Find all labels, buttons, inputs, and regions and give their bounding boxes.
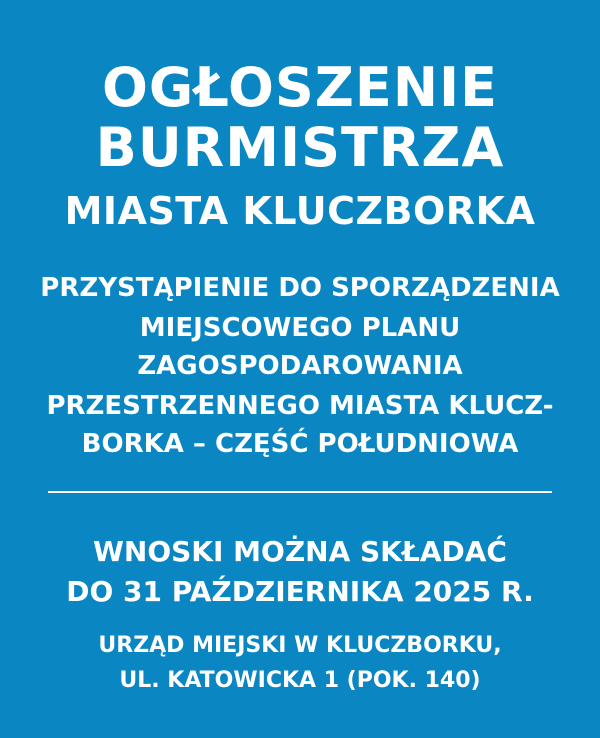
subject-line-3: ZAGOSPODAROWANIA [137,351,463,381]
deadline-line-2: DO 31 PAŹDZIERNIKA 2025 R. [66,575,534,608]
subject-line-1: PRZYSTĄPIENIE DO SPORZĄDZENIA [40,273,560,303]
title-line-2: BURMISTRZA [95,116,505,179]
subject-line-4: PRZESTRZENNEGO MIASTA KLUCZ- [46,391,554,421]
title-line-3: MIASTA KLUCZBORKA [64,189,536,233]
subject-line-5: BORKA – CZĘŚĆ POŁUDNIOWA [81,429,519,459]
address-line-1: URZĄD MIEJSKI W KLUCZBORKU, [98,633,502,658]
address-line-2: UL. KATOWICKA 1 (POK. 140) [119,668,481,693]
subject-line-2: MIEJSCOWEGO PLANU [139,313,461,343]
title-line-1: OGŁOSZENIE [102,56,498,119]
divider-line [48,491,552,493]
deadline-line-1: WNOSKI MOŻNA SKŁADAĆ [93,535,507,568]
